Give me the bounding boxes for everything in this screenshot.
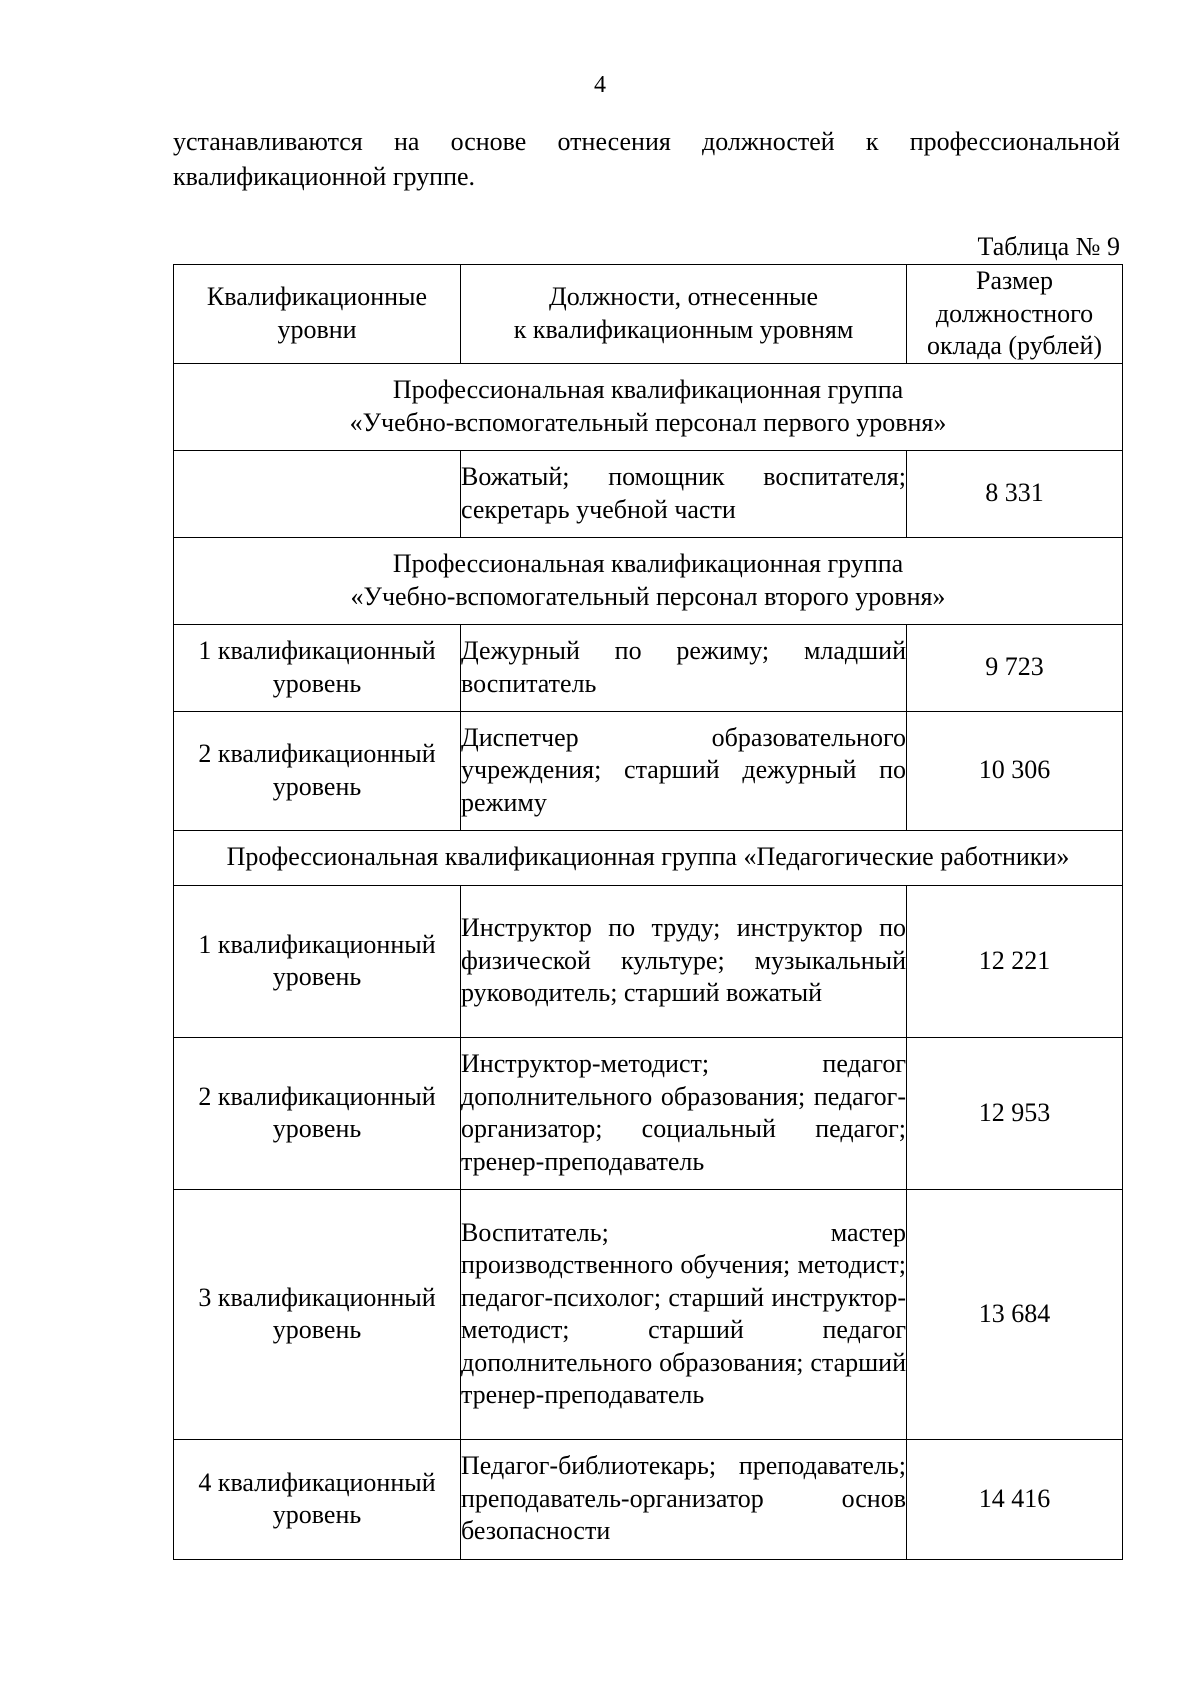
header-salary [907,265,1123,364]
salary-table [173,264,1123,1560]
positions-cell: Вожатый; помощник воспитателя; секретарь учебной части [461,450,907,537]
positions-cell: Инструктор-методист; педагог дополнительного образования; педагог-организатор; социальный педагог; тренер-преподаватель [461,1037,907,1189]
group-title-row [174,537,1123,624]
salary-cell: 10 306 [907,711,1123,830]
table-header-row [174,265,1123,364]
salary-cell: 8 331 [907,450,1123,537]
header-positions-line: Должности, отнесенные [548,282,819,312]
table-row [174,624,1123,711]
salary-cell: 9 723 [907,624,1123,711]
group-title-line: Профессиональная квалификационная группа [392,375,904,404]
header-salary-line: оклада (рублей) [926,331,1103,360]
salary-cell: 14 416 [907,1439,1123,1559]
table-caption: Таблица № 9 [977,232,1120,261]
group-title [174,830,1123,885]
group-title-line: Профессиональная квалификационная группа [392,549,904,578]
level-cell: 4 квалификационный уровень [174,1439,461,1559]
header-positions-line: к квалификационным уровням [513,314,854,344]
header-positions [461,265,907,364]
level-cell: 3 квалификационный уровень [174,1189,461,1439]
header-salary-line: должностного [935,298,1094,328]
positions-cell: Воспитатель; мастер производственного обучения; методист; педагог-психолог; старший инструктор-методист; старший педагог дополнительного образования; старший тренер-преподаватель [461,1189,907,1439]
positions-cell: Инструктор по труду; инструктор по физической культуре; музыкальный руководитель; старший вожатый [461,885,907,1037]
header-salary-line: Размер [976,266,1053,295]
group-title-line: Профессиональная квалификационная группа «Педагогические работники» [226,842,1070,872]
salary-cell: 13 684 [907,1189,1123,1439]
table-row [174,885,1123,1037]
level-cell: 1 квалификационный уровень [174,885,461,1037]
group-title-row [174,363,1123,450]
header-level-line: уровни [277,314,357,344]
salary-cell: 12 221 [907,885,1123,1037]
positions-cell: Диспетчер образовательного учреждения; старший дежурный по режиму [461,711,907,830]
group-title-row [174,830,1123,885]
page-number: 4 [594,72,606,98]
table-row [174,1189,1123,1439]
positions-cell: Дежурный по режиму; младший воспитатель [461,624,907,711]
table-row [174,450,1123,537]
level-cell: 2 квалификационный уровень [174,711,461,830]
table-row [174,711,1123,830]
group-title-line: «Учебно-вспомогательный персонал второго уровня» [350,581,946,611]
table-row [174,1037,1123,1189]
group-title [174,363,1123,450]
header-level [174,265,461,364]
header-level-line: Квалификационные [206,282,428,312]
level-cell [174,450,461,537]
positions-cell: Педагог-библиотекарь; преподаватель; преподаватель-организатор основ безопасности [461,1439,907,1559]
table-row [174,1439,1123,1559]
salary-cell: 12 953 [907,1037,1123,1189]
group-title [174,537,1123,624]
intro-paragraph: устанавливаются на основе отнесения должностей к профессиональной квалификационной группе. [173,127,1120,191]
group-title-line: «Учебно-вспомогательный персонал первого уровня» [349,407,947,437]
level-cell: 2 квалификационный уровень [174,1037,461,1189]
level-cell: 1 квалификационный уровень [174,624,461,711]
